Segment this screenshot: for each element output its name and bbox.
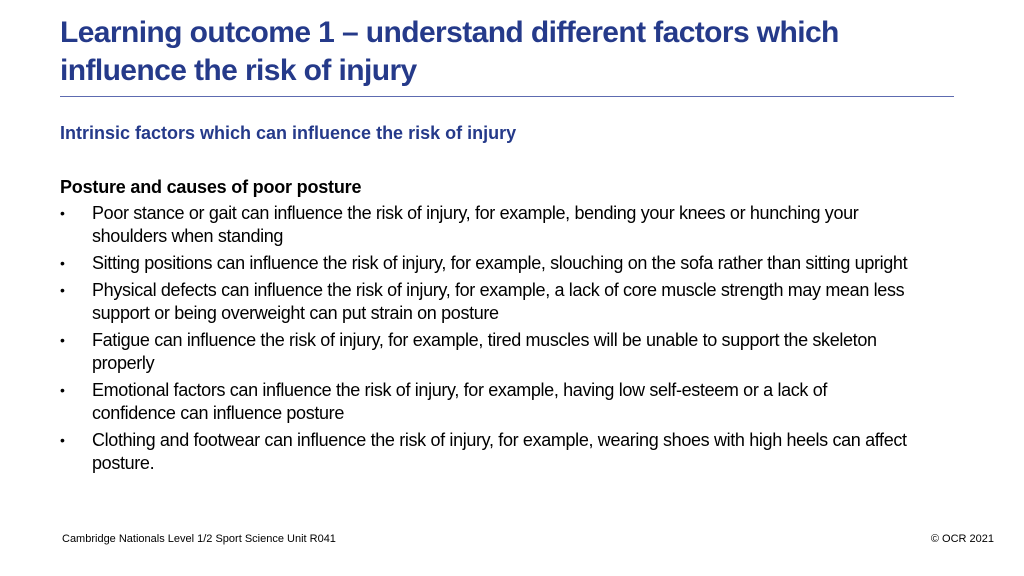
bullet-text: Poor stance or gait can influence the risk of injury, for example, bending your knees or hunching your shoulders when standing bbox=[92, 203, 859, 246]
page-title: Learning outcome 1 – understand different factors which influence the risk of injury bbox=[60, 16, 839, 87]
bullet-item-clothing bbox=[60, 429, 910, 475]
bullet-item-emotional bbox=[60, 379, 910, 425]
bullet-text: Sitting positions can influence the risk of injury, for example, slouching on the sofa rather than sitting upright bbox=[92, 253, 908, 273]
slide-subtitle: Intrinsic factors which can influence the risk of injury bbox=[60, 123, 517, 143]
footer-course-label: Cambridge Nationals Level 1/2 Sport Science Unit R041 bbox=[62, 533, 336, 545]
title-divider bbox=[60, 96, 954, 97]
bullet-dot: • bbox=[60, 205, 65, 221]
bullet-text: Physical defects can influence the risk of injury, for example, a lack of core muscle strength may mean less support or being overweight can put strain on posture bbox=[92, 280, 905, 323]
bullet-list bbox=[60, 202, 910, 479]
bullet-item-fatigue bbox=[60, 329, 910, 375]
footer-copyright: © OCR 2021 bbox=[930, 533, 994, 545]
bullet-dot: • bbox=[60, 282, 65, 298]
bullet-item-sitting bbox=[60, 252, 910, 275]
bullet-item-physical-defects bbox=[60, 279, 910, 325]
bullet-dot: • bbox=[60, 382, 65, 398]
section-heading: Posture and causes of poor posture bbox=[60, 177, 362, 197]
bullet-dot: • bbox=[60, 432, 65, 448]
bullet-dot: • bbox=[60, 255, 65, 271]
bullet-text: Clothing and footwear can influence the risk of injury, for example, wearing shoes with high heels can affect posture. bbox=[92, 430, 907, 473]
bullet-item-stance bbox=[60, 202, 910, 248]
bullet-text: Fatigue can influence the risk of injury, for example, tired muscles will be unable to support the skeleton properly bbox=[92, 330, 877, 373]
bullet-dot: • bbox=[60, 332, 65, 348]
bullet-text: Emotional factors can influence the risk of injury, for example, having low self-esteem or a lack of confidence can influence posture bbox=[92, 380, 828, 423]
